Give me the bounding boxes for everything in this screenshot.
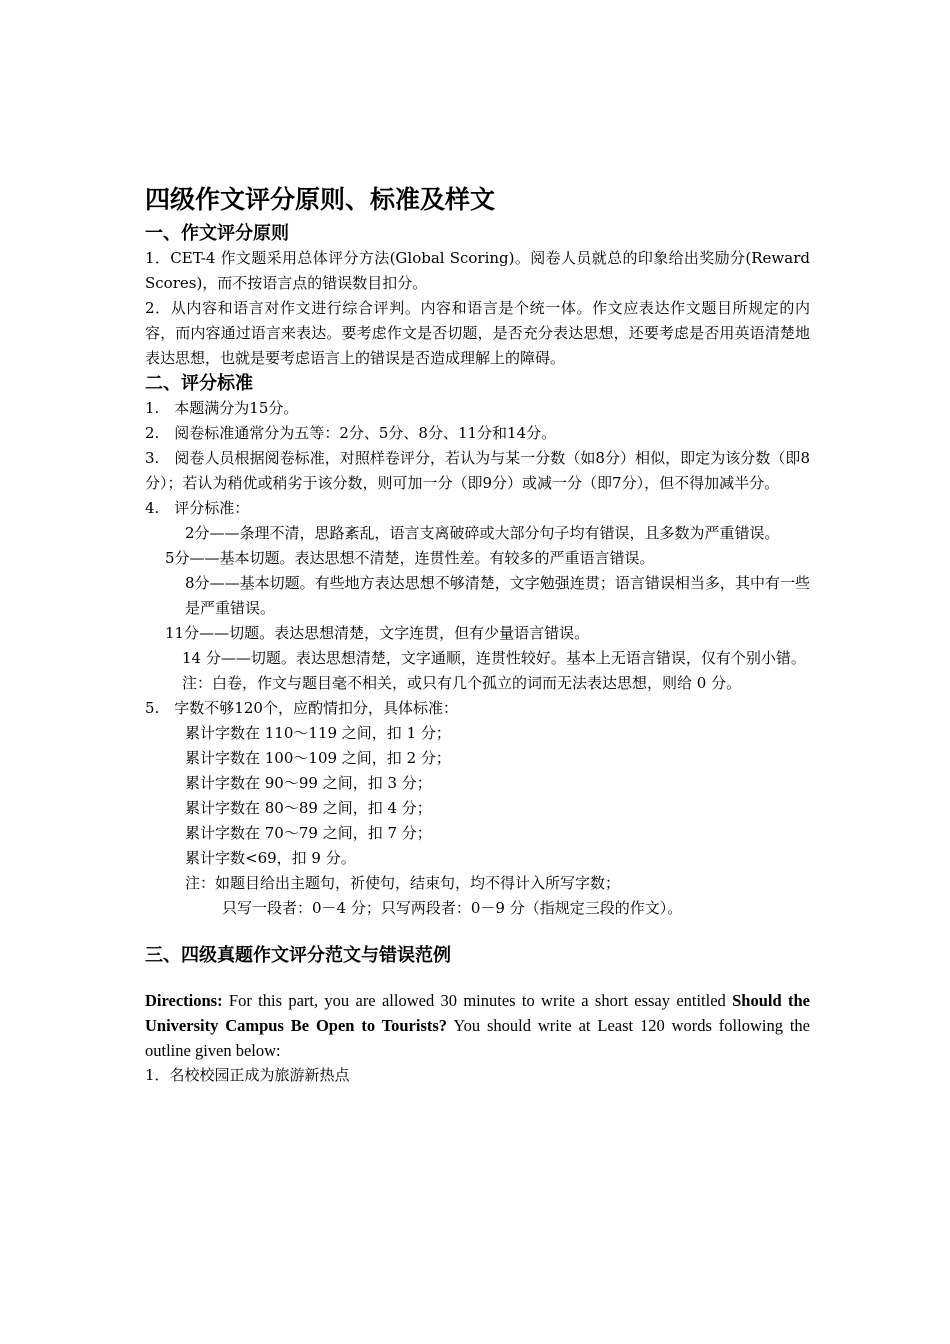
- directions-text-1: For this part, you are allowed 30 minutes to write a short essay entitled: [222, 991, 733, 1010]
- principle-1: 1．CET-4 作文题采用总体评分方法(Global Scoring)。阅卷人员就总的印象给出奖励分(Reward Scores)，而不按语言点的错误数目扣分。: [145, 249, 810, 292]
- word-count-rule-6: 累计字数<69，扣 9 分。: [185, 849, 356, 867]
- word-count-rule-2: 累计字数在 100～109 之间，扣 2 分；: [185, 749, 451, 767]
- directions-text-2: You should write at Least 120 words following the outline given below:: [145, 1016, 810, 1060]
- grade-5: 5分——基本切题。表达思想不清楚，连贯性差。有较多的严重语言错误。: [165, 549, 655, 567]
- paragraph-count-note: 只写一段者：0－4 分；只写两段者：0－9 分（指规定三段的作文）。: [222, 899, 683, 917]
- standard-item-4: 4. 评分标准：: [145, 499, 250, 517]
- word-count-rule-4: 累计字数在 80～89 之间，扣 4 分；: [185, 799, 432, 817]
- standard-item-3: 3. 阅卷人员根据阅卷标准，对照样卷评分，若认为与某一分数（如8分）相似，即定为该分数（即8分）；若认为稍优或稍劣于该分数，则可加一分（即9分）或减一分（即7分），但不得加减半分。: [145, 449, 810, 492]
- grade-11: 11分——切题。表达思想清楚，文字连贯，但有少量语言错误。: [165, 624, 590, 642]
- word-count-rule-5: 累计字数在 70～79 之间，扣 7 分；: [185, 824, 432, 842]
- standard-item-5: 5. 字数不够120个，应酌情扣分，具体标准：: [145, 699, 458, 717]
- essay-title: Should the University Campus Be Open to Tourists?: [145, 991, 810, 1035]
- outline-item-1: 1．名校校园正成为旅游新热点: [145, 1066, 350, 1084]
- section-2-heading: 二、评分标准: [145, 373, 253, 394]
- grade-2: 2分——条理不清，思路紊乱，语言支离破碎或大部分句子均有错误，且多数为严重错误。: [185, 524, 780, 542]
- word-count-rule-3: 累计字数在 90～99 之间，扣 3 分；: [185, 774, 432, 792]
- section-1-heading: 一、作文评分原则: [145, 223, 289, 244]
- standard-item-2: 2. 阅卷标准通常分为五等：2分、5分、8分、11分和14分。: [145, 424, 557, 442]
- standard-item-1: 1. 本题满分为15分。: [145, 399, 299, 417]
- principle-2: 2．从内容和语言对作文进行综合评判。内容和语言是个统一体。作文应表达作文题目所规定的内容，而内容通过语言来表达。要考虑作文是否切题，是否充分表达思想，还要考虑是否用英语清楚地表达思想，也就是要考虑语言上的错误是否造成理解上的障碍。: [145, 299, 810, 367]
- word-count-rule-1: 累计字数在 110～119 之间，扣 1 分；: [185, 724, 451, 742]
- word-count-note: 注：如题目给出主题句，祈使句，结束句，均不得计入所写字数；: [185, 874, 621, 892]
- directions-paragraph: [145, 988, 810, 1063]
- spacer: [145, 968, 810, 988]
- document-title: 四级作文评分原则、标准及样文: [145, 185, 496, 214]
- spacer: [145, 921, 810, 943]
- section-3-heading: 三、四级真题作文评分范文与错误范例: [145, 945, 451, 966]
- grade-note: 注：白卷，作文与题目毫不相关，或只有几个孤立的词而无法表达思想，则给 0 分。: [182, 674, 742, 692]
- document-page: [145, 183, 810, 1088]
- grade-14: 14 分——切题。表达思想清楚，文字通顺，连贯性较好。基本上无语言错误，仅有个别小错。: [182, 649, 806, 667]
- directions-label: Directions:: [145, 991, 223, 1010]
- grade-8: 8分——基本切题。有些地方表达思想不够清楚，文字勉强连贯；语言错误相当多，其中有一些是严重错误。: [185, 574, 810, 617]
